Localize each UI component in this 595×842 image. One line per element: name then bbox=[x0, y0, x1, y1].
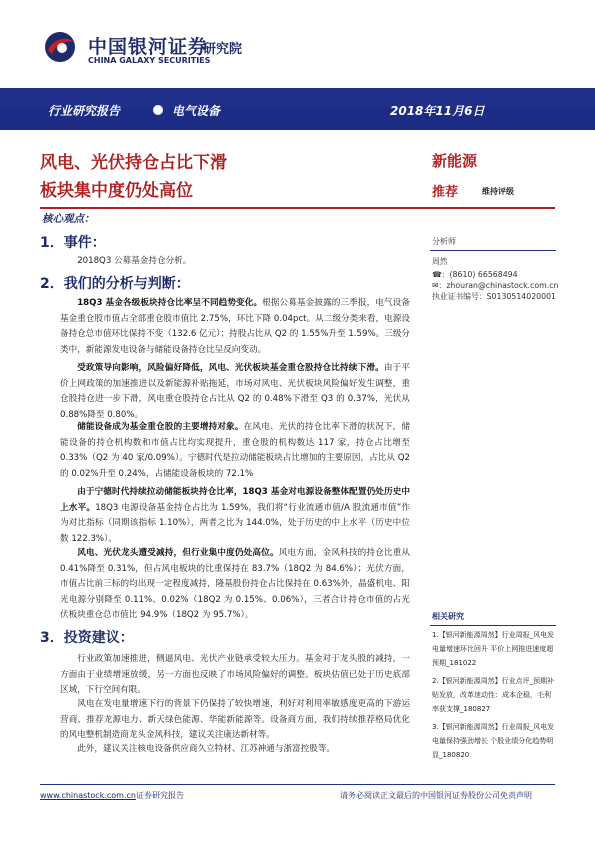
galaxy-logo-icon bbox=[40, 30, 80, 64]
related-item-1[interactable]: 1.【银河新能源周然】行业周报_风电发电量增速环比回升 平价上网推进速度超预期_181022 bbox=[432, 631, 555, 667]
paragraph-7: 风电在发电量增速下行的背景下仍保持了较快增速，利好对利用率敏感度更高的下游运营商，推荐龙源电力、新天绿色能源、华能新能源等。设备商方面，我们持续推荐格局优化的风电整机制造商龙头金风科技，建议关注康达新材等。 bbox=[60, 699, 410, 740]
paragraph-1-body: 根据公募基金披露的三季报，电气设备基金重仓股市值占全部重仓股市值比 2.75%，环比下降 0.04pct。从二级分类来看，电源设备持仓总市值环比保持不变（132.6 亿元）；持股占比从 Q2 的 1.55%升至 1.59%。三级分类中，新能源发电设备与储能设备持仓比呈反向变动。 bbox=[60, 298, 411, 355]
section-1-heading: 1．事件： bbox=[40, 235, 106, 251]
paragraph-1 bbox=[60, 296, 410, 358]
section-3-heading: 3．投资建议： bbox=[40, 630, 134, 646]
analyst-cert: 执业证书编号：S0130514020001 bbox=[432, 292, 557, 301]
paragraph-5-body: 风电方面，金风科技的持仓比重从 0.41%降至 0.31%，但占风电板块的比重保持在 83.7%（18Q2 为 84.6%）；光伏方面，市值占比前三标的均出现一定程度减持，隆基股份持仓占比保持在 0.63%外，晶盛机电、阳光电源分别降至 0.11%、0.02%（18Q2 为 0.15%、0.06%），三者合计持仓市值的占光伏板块重仓总市值比 94.9%（18Q2 为 95.7%）。 bbox=[60, 548, 410, 620]
report-title-line2: 板块集中度仍处高位 bbox=[40, 181, 193, 201]
core-view-label: 核心观点： bbox=[42, 213, 95, 225]
rating-label: 维持评级 bbox=[482, 187, 514, 196]
paragraph-8: 此外，建议关注核电设备供应商久立特材、江苏神通与浙富控股等。 bbox=[77, 744, 336, 754]
report-title-line1: 风电、光伏持仓占比下滑 bbox=[40, 153, 227, 173]
recommendation: 推荐 bbox=[432, 185, 459, 200]
analyst-phone: ☎：(8610) 66568494 bbox=[432, 270, 518, 279]
analyst-email[interactable]: ✉：zhouran@chinastock.com.cn bbox=[432, 281, 559, 290]
logo-english-name: CHINA GALAXY SECURITIES bbox=[88, 56, 211, 65]
sector-label: 电气设备 bbox=[172, 104, 221, 118]
bullet-icon bbox=[153, 105, 163, 115]
side-sector: 新能源 bbox=[432, 152, 478, 170]
institute-label: 研究院 bbox=[203, 42, 243, 57]
analyst-label: 分析师 bbox=[432, 237, 456, 246]
section-1-text: 2018Q3 公募基金持仓分析。 bbox=[77, 256, 192, 266]
footer-url-link[interactable]: www.chinastock.com.cn bbox=[40, 791, 136, 800]
paragraph-5 bbox=[60, 546, 410, 624]
title-divider bbox=[40, 207, 555, 209]
paragraph-5-lead: 风电、光伏龙头遭受减持，但行业集中度仍处高位。 bbox=[77, 548, 279, 558]
logo-chinese-name: 中国银河证券 bbox=[88, 36, 209, 58]
footer-divider bbox=[40, 784, 555, 785]
paragraph-3-body: 在风电、光伏的持仓比率下滑的状况下，储能设备的持仓机构数和市值占比均实现提升，重仓股的机构数达 117 家，持仓占比增至 0.33%（Q2 为 40 家/0.09%）。宁德时代是拉动储能板块占比增加的主要原因，占比从 Q2 的 0.02%升至 0.24%，占储能设备板块的 72.1% bbox=[60, 422, 410, 479]
paragraph-1-lead: 18Q3 基金各级板块持仓比率呈不同趋势变化。 bbox=[77, 298, 263, 308]
related-item-2[interactable]: 2.【银河新能源周然】行业点评_预期补贴发放，改革迷动性：成本企稳，毛利率获支撑_180827 bbox=[432, 677, 555, 713]
footer-disclaimer: 请务必阅读正文最后的中国银河证券股份公司免责声明 bbox=[340, 791, 532, 800]
paragraph-3 bbox=[60, 420, 410, 482]
paragraph-2-lead: 受政策导向影响，风险偏好降低，风电、光伏板块基金重仓股持仓比持续下滑。 bbox=[77, 363, 384, 373]
paragraph-4 bbox=[60, 485, 410, 547]
paragraph-2-body: 由于平价上网政策的加速推进以及新能源补贴拖延，市场对风电、光伏板块风险偏好发生调整，重仓股持仓进一步下滑，风电重仓股持仓占比从 Q2 的 0.48%下滑至 Q3 的 0.37%，光伏从 0.88%降至 0.80%。 bbox=[60, 363, 410, 420]
paragraph-3-lead: 储能设备成为基金重仓股的主要增持对象。 bbox=[77, 422, 244, 432]
related-item-3[interactable]: 3.【银河新能源周然】行业周报_风电发电量保持强劲增长 个股业绩分化趋势明显_180820 bbox=[432, 723, 555, 759]
section-2-heading: 2．我们的分析与判断： bbox=[40, 276, 190, 292]
paragraph-4-body: 18Q3 电源设备基金持仓占比为 1.59%，我们将“行业流通市值/A 股流通市值”作为对比指标（同期该指标 1.10%），两者之比为 144.0%，处于历史的中上水平（历史中位数 122.3%）。 bbox=[60, 502, 410, 544]
report-date: 2018年11月6日 bbox=[390, 104, 485, 118]
report-type: 行业研究报告 bbox=[48, 104, 121, 118]
analyst-name: 周然 bbox=[432, 257, 448, 266]
footer-left bbox=[40, 790, 184, 801]
footer-dept: 证券研究报告 bbox=[135, 791, 184, 800]
related-divider bbox=[430, 625, 556, 626]
analyst-divider bbox=[430, 250, 556, 251]
related-research-title: 相关研究 bbox=[432, 612, 464, 621]
paragraph-4-lead: 由于宁德时代持续拉动储能板块持仓比率，18Q3 基金对电源设备整体配置仍处历史中上水平。 bbox=[60, 487, 410, 513]
paragraph-2 bbox=[60, 361, 410, 423]
paragraph-6: 行业政策加速推进，侧逼风电、光伏产业链承受较大压力。基金对于龙头股的减持，一方面由于业绩增速放缓，另一方面也反映了市场风险偏好的调整。板块估值已处于历史底部区域，下行空间有限。 bbox=[60, 654, 410, 695]
